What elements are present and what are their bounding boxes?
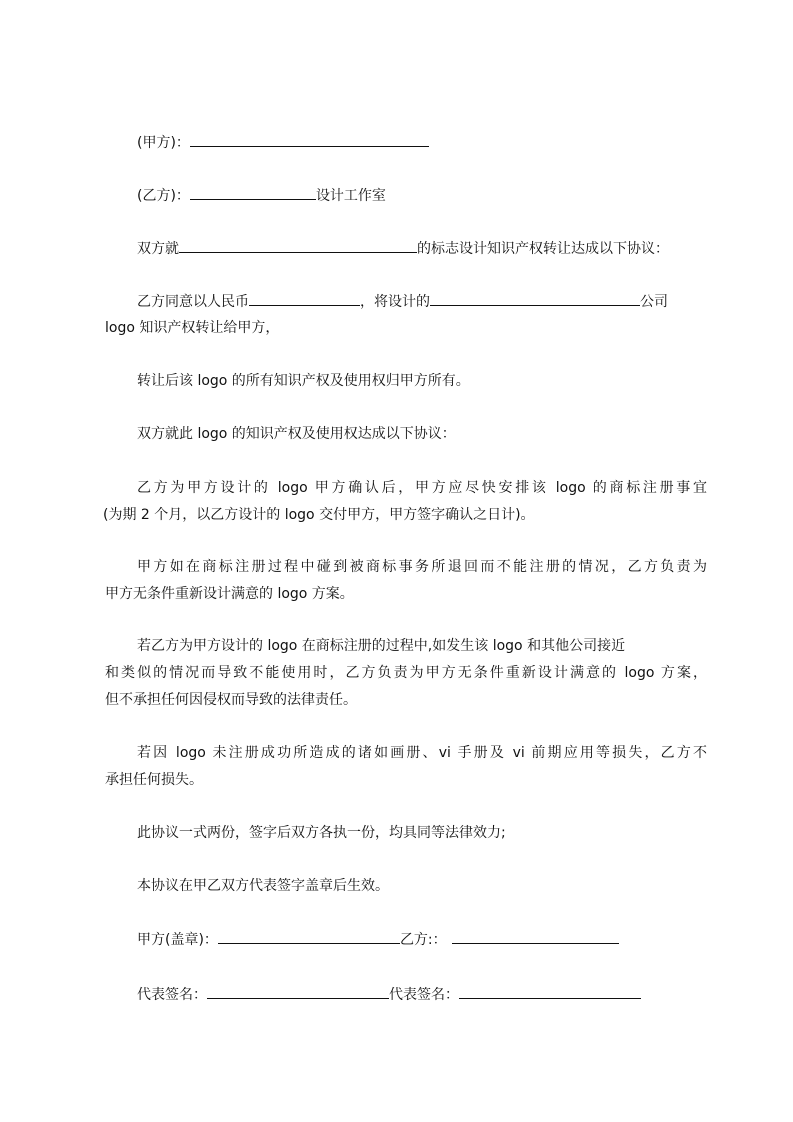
party-a-rep-label: 代表签名： [137, 987, 207, 1003]
representative-signature-line [137, 984, 641, 1005]
rejected-line-1: 甲方如在商标注册过程中碰到被商标事务所退回而不能注册的情况，乙方负责为 [137, 559, 707, 575]
intro-suffix: 的标志设计知识产权转让达成以下协议： [417, 241, 669, 257]
party-b-line [137, 185, 386, 206]
similar-line-2: 和类似的情况而导致不能使用时，乙方负责为甲方无条件重新设计满意的 logo 方案， [105, 665, 707, 681]
party-a-seal-blank [218, 929, 400, 944]
agree-paragraph: 双方就此 logo 的知识产权及使用权达成以下协议： [137, 426, 456, 442]
transfer-company-blank [430, 291, 640, 306]
loss-line-2: 承担任何损失。 [105, 772, 203, 788]
confirm-line-1: 乙方为甲方设计的 logo 甲方确认后，甲方应尽快安排该 logo 的商标注册事宜 [137, 480, 707, 496]
after-transfer-paragraph: 转让后该 logo 的所有知识产权及使用权归甲方所有。 [137, 373, 470, 389]
party-a-rep-blank [207, 984, 389, 999]
transfer-mid: ，将设计的 [360, 294, 430, 310]
party-b-label: (乙方)： [137, 188, 190, 204]
copies-paragraph: 此协议一式两份，签字后双方各执一份，均具同等法律效力; [137, 825, 506, 841]
loss-line-1: 若因 logo 未注册成功所造成的诸如画册、vi 手册及 vi 前期应用等损失，乙方不 [137, 745, 707, 761]
party-a-label: (甲方)： [137, 135, 190, 151]
party-b-rep-label: 代表签名： [389, 987, 459, 1003]
similar-line-3: 但不承担任何因侵权而导致的法律责任。 [105, 692, 357, 708]
transfer-suffix: 公司 [640, 294, 668, 310]
effective-paragraph: 本协议在甲乙双方代表签字盖章后生效。 [137, 878, 389, 894]
rejected-line-2: 甲方无条件重新设计满意的 logo 方案。 [105, 586, 354, 602]
transfer-line-1 [137, 291, 668, 312]
seal-signature-line [137, 929, 619, 950]
party-a-blank [190, 132, 429, 147]
transfer-line-2: logo 知识产权转让给甲方， [105, 320, 280, 336]
intro-blank [179, 238, 417, 253]
party-a-line [137, 132, 429, 153]
party-b-rep-blank [459, 984, 641, 999]
party-b-suffix: 设计工作室 [315, 188, 386, 204]
similar-line-1: 若乙方为甲方设计的 logo 在商标注册的过程中,如发生该 logo 和其他公司接近 [137, 638, 626, 654]
party-b-seal-blank [452, 929, 619, 944]
transfer-amount-blank [249, 291, 360, 306]
party-b-seal-label: 乙方:： [399, 932, 447, 948]
intro-prefix: 双方就 [137, 241, 179, 257]
transfer-prefix: 乙方同意以人民币 [137, 294, 249, 310]
confirm-line-2: (为期 2 个月，以乙方设计的 logo 交付甲方，甲方签字确认之日计)。 [103, 507, 535, 523]
party-b-blank [190, 185, 316, 200]
intro-line [137, 238, 669, 259]
party-a-seal-label: 甲方(盖章)： [137, 932, 218, 948]
